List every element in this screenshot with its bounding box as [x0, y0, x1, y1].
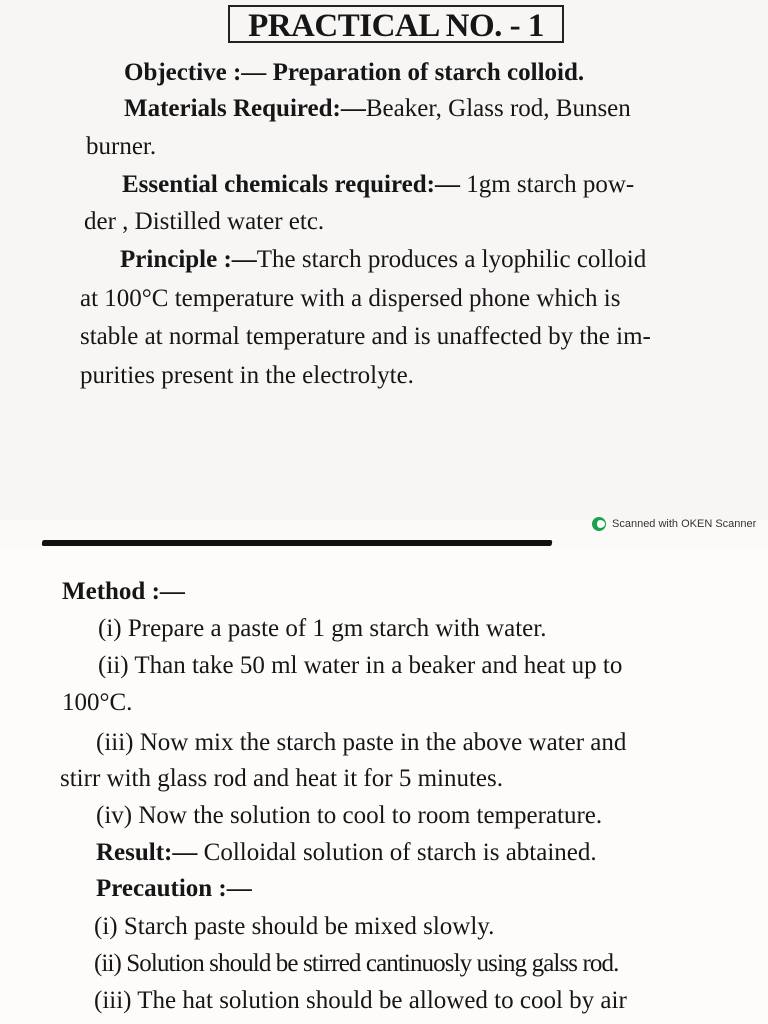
scanner-watermark	[592, 517, 756, 531]
objective-text: Preparation of starch colloid.	[272, 59, 585, 86]
principle-line-4: purities present in the electrolyte.	[80, 362, 414, 389]
principle-label: Principle :—	[120, 246, 257, 273]
objective-label: Objective :—	[124, 59, 267, 86]
scanner-text: Scanned with OKEN Scanner	[612, 518, 757, 530]
principle-line-3: stable at normal temperature and is unaffected by the im-	[80, 323, 651, 350]
principle-line	[120, 245, 646, 275]
precaution-item-3: (iii) The hat solution should be allowed to cool by air	[94, 987, 627, 1014]
page-divider	[42, 540, 553, 546]
precaution-item-2: (ii) Solution should be stirred cantinuosly using galss rod.	[94, 950, 619, 977]
precaution-heading: Precaution :—	[96, 875, 252, 902]
result-text: Colloidal solution of starch is abtained.	[203, 839, 597, 866]
scanner-logo-icon	[592, 517, 606, 531]
method-step-1: (i) Prepare a paste of 1 gm starch with water.	[98, 615, 547, 642]
method-step-4: (iv) Now the solution to cool to room temperature.	[96, 802, 603, 829]
method-step-2: (ii) Than take 50 ml water in a beaker and heat up to	[98, 652, 623, 679]
result-line	[96, 838, 597, 868]
materials-line	[124, 94, 631, 124]
method-step-3-cont: stirr with glass rod and heat it for 5 minutes.	[60, 765, 503, 792]
materials-line-2: burner.	[86, 133, 157, 160]
materials-label: Materials Required:—	[124, 95, 366, 122]
result-label: Result:—	[96, 839, 198, 866]
method-step-3: (iii) Now mix the starch paste in the above water and	[96, 729, 627, 756]
principle-text: The starch produces a lyophilic colloid	[256, 246, 647, 273]
method-heading: Method :—	[62, 578, 185, 605]
precaution-item-1: (i) Starch paste should be mixed slowly.	[94, 913, 495, 940]
principle-line-2: at 100°C temperature with a dispersed phone which is	[80, 285, 621, 312]
objective-line	[124, 58, 584, 88]
chemicals-label: Essential chemicals required:—	[122, 171, 460, 198]
chemicals-line	[122, 170, 634, 200]
method-step-2-cont: 100°C.	[62, 689, 133, 716]
page-title: PRACTICAL NO. - 1	[228, 5, 564, 43]
chemicals-line-2: der , Distilled water etc.	[84, 208, 325, 235]
materials-text: Beaker, Glass rod, Bunsen	[365, 95, 631, 122]
chemicals-text: 1gm starch pow-	[466, 171, 635, 198]
